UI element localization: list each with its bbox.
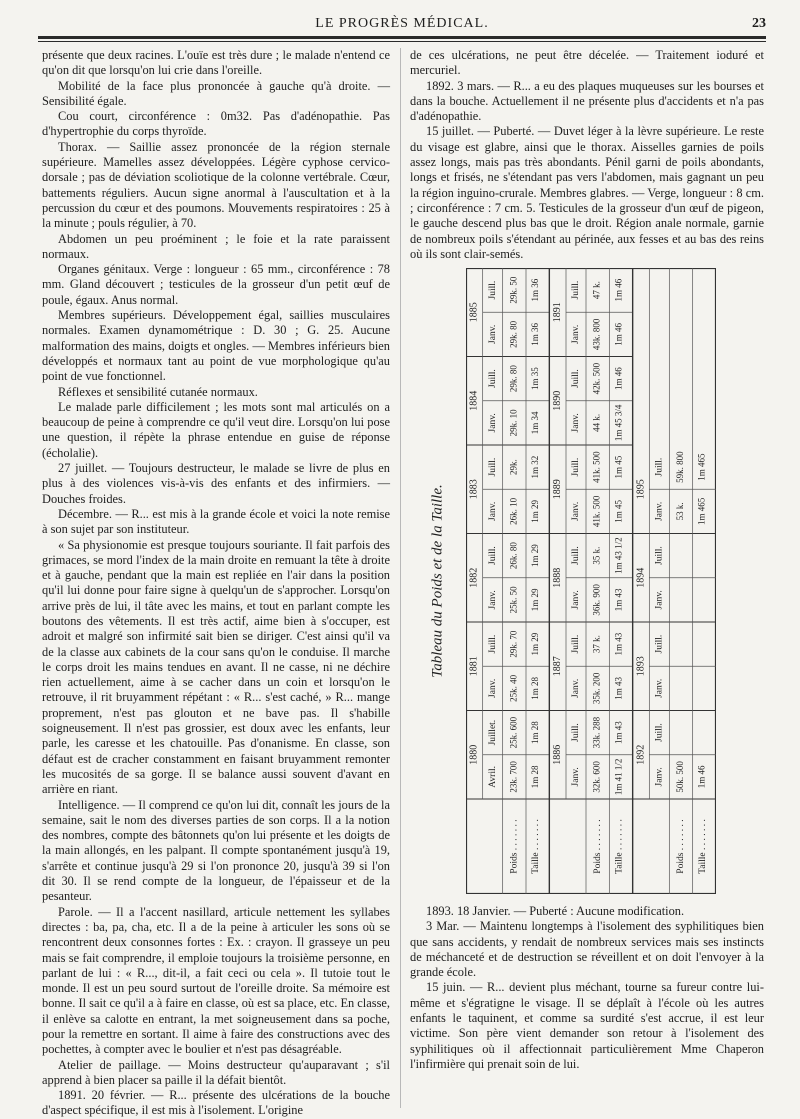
poids-value: 35 k. bbox=[591, 546, 602, 565]
taille-value: 1m 43 bbox=[613, 588, 624, 612]
month-label: Janv. bbox=[654, 501, 665, 521]
row-label-taille: Taille . . . . . . . bbox=[697, 819, 708, 874]
month-label: Janv. bbox=[571, 324, 582, 344]
paragraph: 27 juillet. — Toujours destructeur, le malade se livre de plus en plus à des violences vis-à-vis des enfants et des infirmiers. — Douches froides. bbox=[42, 461, 390, 506]
month-label: Janv. bbox=[487, 324, 498, 344]
month-label: Juillet. bbox=[487, 719, 498, 746]
table-frame bbox=[467, 269, 716, 894]
month-label: Juill. bbox=[487, 546, 498, 565]
taille-value: 1m 45 bbox=[613, 455, 624, 479]
paragraph: Parole. — Il a l'accent nasillard, articule nettement les syllabes directes : ba, pa, cha, etc. Il a de la peine à articuler les sons où se rencontrent deux consonnes fortes : Ex. : crayon. Il grasseye un peu mais se fait comprendre, il emploie toujours la troisième personne, en parlant de lui : « R..., dit-il, a fait ceci ou cela ». Il tutoie tout le monde. Il est un peu sourd surtout de l'oreille droite. Sa mémoire est bonne. Il sait ce qu'il a à faire en classe, où est sa place, etc. En classe, il enlève sa calotte en entrant, la met soigneusement dans sa poche, pour la remettre en sortant. Il aime à faire des constructions avec des pochettes, à compter avec le boulier et n'est pas désagréable. bbox=[42, 904, 390, 1057]
taille-value: 1m 43 bbox=[613, 676, 624, 700]
poids-value: 29k. 70 bbox=[508, 630, 519, 658]
paragraph: présente que deux racines. L'ouïe est très dure ; le malade n'entend ce qu'on dit que lorsqu'on lui crie dans l'oreille. bbox=[42, 48, 390, 78]
year-label: 1884 bbox=[468, 390, 480, 411]
month-label: Janv. bbox=[654, 590, 665, 610]
year-label: 1881 bbox=[468, 656, 480, 677]
month-label: Janv. bbox=[571, 590, 582, 610]
month-label: Juill. bbox=[654, 634, 665, 654]
year-label: 1892 bbox=[635, 744, 647, 765]
year-label: 1888 bbox=[551, 567, 563, 588]
row-label-taille: Taille . . . . . . . bbox=[531, 819, 542, 874]
taille-value: 1m 35 bbox=[530, 367, 541, 391]
row-label-poids: Poids . . . . . . . bbox=[592, 819, 603, 874]
taille-value: 1m 46 bbox=[613, 367, 624, 391]
row-label-poids: Poids . . . . . . . bbox=[676, 819, 687, 874]
taille-value: 1m 46 bbox=[696, 765, 707, 789]
taille-value: 1m 29 bbox=[530, 588, 541, 612]
paragraph: Cou court, circonférence : 0m32. Pas d'adénopathie. Pas d'hypertrophie du corps thyroïde. bbox=[42, 109, 390, 139]
row-label-poids: Poids . . . . . . . bbox=[509, 819, 520, 874]
year-label: 1885 bbox=[468, 302, 480, 323]
paragraph: Membres supérieurs. Développement égal, saillies musculaires normales. Examen dynamométrique : D. 30 ; G. 25. Aucune malformation des mains, doigts et ongles. — Membres inférieurs bien développés et normaux tant au point de vue morphologique qu'au point de vue fonctionnel. bbox=[42, 308, 390, 384]
column-divider bbox=[400, 48, 401, 1108]
paragraph: 1893. 18 Janvier. — Puberté : Aucune modification. bbox=[426, 904, 685, 918]
taille-value: 1m 46 bbox=[613, 322, 624, 346]
paragraph: Organes génitaux. Verge : longueur : 65 mm., circonférence : 78 mm. Gland découvert ; testicules de la grosseur d'un petit œuf de poule, égaux. Anus normal. bbox=[42, 262, 390, 307]
paragraph: Réflexes et sensibilité cutanée normaux. bbox=[58, 384, 258, 399]
poids-value: 29k. 50 bbox=[508, 276, 519, 304]
poids-value: 25k. 40 bbox=[508, 674, 519, 702]
poids-value: 44 k. bbox=[591, 413, 602, 432]
taille-value: 1m 465 bbox=[696, 497, 707, 526]
month-label: Janv. bbox=[654, 678, 665, 698]
paragraph: Atelier de paillage. — Moins destructeur qu'auparavant ; s'il apprend à bien placer sa paille il la défait bientôt. bbox=[42, 1057, 390, 1087]
taille-value: 1m 43 bbox=[613, 632, 624, 656]
poids-value: 25k. 600 bbox=[508, 716, 519, 749]
poids-value: 23k. 700 bbox=[508, 761, 519, 793]
year-label: 1882 bbox=[468, 567, 480, 588]
taille-value: 1m 29 bbox=[530, 499, 541, 523]
month-label: Juill. bbox=[571, 723, 582, 742]
paragraph: Le malade parle difficilement ; les mots sont mal articulés on a beaucoup de peine à comprendre ce qu'il veut dire. Lorsqu'on lui pose une question, il répète la phrase entendue en guise de réponse (écholalie). bbox=[42, 399, 390, 460]
paragraph: 1892. 3 mars. — R... a eu des plaques muqueuses sur les bourses et dans la bouche. Actuellement il ne présente plus d'accidents et n'a pas d'adénopathie. bbox=[410, 78, 764, 124]
poids-value: 37 k. bbox=[591, 635, 602, 654]
paragraph: 1891. 20 février. — R... présente des ulcérations de la bouche d'aspect spécifique, il est mis à l'isolement. L'origine bbox=[42, 1088, 390, 1118]
taille-value: 1m 45 3/4 bbox=[613, 404, 624, 442]
month-label: Juill. bbox=[571, 546, 582, 565]
month-label: Juill. bbox=[654, 546, 665, 565]
month-label: Janv. bbox=[571, 413, 582, 433]
poids-value: 29k. 80 bbox=[508, 320, 519, 348]
table-caption-text: Tableau du Poids et de la Taille. bbox=[429, 484, 446, 678]
taille-value: 1m 28 bbox=[530, 721, 541, 745]
year-label: 1883 bbox=[468, 479, 480, 500]
poids-value: 26k. 10 bbox=[508, 497, 519, 525]
taille-value: 1m 36 bbox=[530, 278, 541, 302]
paragraph: Décembre. — R... est mis à la grande école et voici la note remise à son sujet par son instituteur. bbox=[42, 506, 390, 537]
paragraph: Intelligence. — Il comprend ce qu'on lui dit, connaît les jours de la semaine, sait le nom des diverses parties de son corps. Il a la notion des nombres, compte des bâtonnets qu'on lui présente et les doigts de la main allongés, en les palpant. Il compte spontanément jusqu'à 19, s'arrête et continue jusqu'à 29 si l'on prononce 20, jusqu'à 39 si l'on dit 30. Il se rend compte de la longueur, de l'épaisseur et de la pesanteur. bbox=[42, 797, 390, 904]
poids-value: 43k. 800 bbox=[591, 318, 602, 351]
poids-value: 29k. bbox=[508, 459, 519, 475]
right-column-top bbox=[410, 48, 764, 261]
taille-value: 1m 46 bbox=[613, 278, 624, 302]
paragraph: 15 juillet. — Puberté. — Duvet léger à la lèvre supérieure. Le reste du visage est glabre, ainsi que le thorax. Aisselles garnies de poils assez longs, mais pas très abondants. Pénil garni de poils abondants, longs et frisés, ne s'étendant pas vers l'abdomen, mais gagnant un peu la région inguino-crurale. Membres glabres. — Verge, longueur : 8 cm. ; circonférence : 7 cm. 5. Testicules de la grosseur d'un œuf de pigeon, le gauche descend plus bas que le droit. Région anale normale, garnie de nombreux poils s'étendant au périnée, aux fesses et au bas des reins où ils sont clair-semés. bbox=[410, 124, 764, 261]
taille-value: 1m 28 bbox=[530, 676, 541, 700]
month-label: Juill. bbox=[571, 457, 582, 477]
paragraph: Mobilité de la face plus prononcée à gauche qu'à droite. — Sensibilité égale. bbox=[42, 78, 390, 108]
poids-value: 25k. 50 bbox=[508, 586, 519, 614]
month-label: Janv. bbox=[571, 501, 582, 521]
taille-value: 1m 29 bbox=[530, 632, 541, 656]
taille-value: 1m 28 bbox=[530, 765, 541, 789]
page-number: 23 bbox=[752, 16, 766, 31]
row-label-taille: Taille . . . . . . . bbox=[614, 819, 625, 874]
journal-title: LE PROGRÈS MÉDICAL. bbox=[315, 16, 489, 31]
poids-value: 33k. 288 bbox=[591, 716, 602, 749]
left-column bbox=[42, 48, 390, 1118]
year-label: 1890 bbox=[551, 390, 563, 411]
year-label: 1891 bbox=[551, 302, 563, 323]
taille-value: 1m 36 bbox=[530, 322, 541, 346]
month-label: Juill. bbox=[487, 369, 498, 388]
taille-value: 1m 45 bbox=[613, 499, 624, 523]
month-label: Avril. bbox=[487, 766, 498, 788]
taille-value: 1m 29 bbox=[530, 544, 541, 568]
taille-value: 1m 43 bbox=[613, 721, 624, 745]
year-label: 1889 bbox=[551, 479, 563, 500]
month-label: Juill. bbox=[487, 457, 498, 477]
paragraph: Abdomen un peu proéminent ; le foie et la rate paraissent normaux. bbox=[42, 231, 390, 261]
paragraph: Thorax. — Saillie assez prononcée de la région sternale supérieure. Mamelles assez développées. Légère cyphose cervico-dorsale ; pas de déviation scoliotique de la colonne vertébrale. Cœur, battements réguliers. Aucun signe anormal à l'auscultation et à la percussion du cœur et des poumons. Mouvements respiratoires : 25 à la minute ; pouls régulier, à 70. bbox=[42, 139, 390, 231]
taille-value: 1m 41 1/2 bbox=[613, 758, 624, 796]
header-rule-thick bbox=[38, 36, 766, 39]
month-label: Janv. bbox=[571, 767, 582, 787]
paragraph: de ces ulcérations, ne peut être décelée. — Traitement ioduré et mercuriel. bbox=[410, 48, 764, 78]
paragraph: « Sa physionomie est presque toujours souriante. Il fait parfois des grimaces, se mord l'index de la main droite en remuant la tête à droite et à gauche, pendant que la main est repliée en l'air dans la position qu'il lui donne pour faire signe à quelqu'un de s'approcher. Lorsqu'on arrive près de lui, il tâte avec les mains, et tout en parlant compte les boutons des vêtements. Il est très actif, aime bien à s'occuper, est adroit et malgré son infirmité sait bien se diriger. C'est ainsi qu'il va de la classe aux cabinets de la cour sans qu'on le conduise. Il marche le corps droit les mains tendues en avant. Il ne casse, ni ne déchire rien actuellement, aime à se cacher dans un coin et lorsqu'on le retrouve, il rit bruyamment répétant : « R... s'est caché, » R... mange proprement, n'est pas glouton et ne bave pas. Il s'habille soigneusement. Il n'est pas grossier, est doux avec les enfants, leur parle, les caresse et les chatouille. Pas d'onanisme. En classe, son défaut est de cracher constamment en faisant bruyamment remonter les mucosités de sa gorge. Il se balance aussi souvent d'avant en arrière en riant. bbox=[42, 537, 390, 797]
poids-value: 50k. 500 bbox=[675, 761, 686, 793]
poids-value: 35k. 200 bbox=[591, 672, 602, 705]
poids-value: 53 k. bbox=[675, 502, 686, 521]
paragraph: 3 Mar. — Maintenu longtemps à l'isolement des syphilitiques bien que sans accidents, y rendait de nombreux services mais ses instincts de méchanceté et de destruction se réveillent et on doit l'envoyer à la grande école. bbox=[410, 919, 764, 980]
poids-value: 47 k. bbox=[591, 281, 602, 300]
month-label: Janv. bbox=[571, 678, 582, 698]
poids-value: 32k. 600 bbox=[591, 761, 602, 793]
weight-height-table bbox=[466, 268, 716, 894]
poids-value: 42k. 500 bbox=[591, 362, 602, 395]
year-label: 1886 bbox=[551, 744, 563, 765]
year-label: 1887 bbox=[551, 656, 563, 677]
month-label: Janv. bbox=[487, 413, 498, 433]
poids-value: 29k. 10 bbox=[508, 409, 519, 437]
taille-value: 1m 34 bbox=[530, 411, 541, 435]
month-label: Juill. bbox=[487, 280, 498, 300]
month-label: Janv. bbox=[487, 678, 498, 698]
month-label: Juill. bbox=[487, 634, 498, 654]
table-caption bbox=[416, 268, 460, 894]
month-label: Juill. bbox=[571, 280, 582, 300]
month-label: Juill. bbox=[571, 634, 582, 654]
year-label: 1880 bbox=[468, 744, 480, 765]
poids-value: 41k. 500 bbox=[591, 495, 602, 528]
year-label: 1893 bbox=[635, 656, 647, 677]
page-header bbox=[38, 14, 766, 36]
month-label: Juill. bbox=[571, 369, 582, 388]
right-column-bottom bbox=[410, 904, 764, 1104]
taille-value: 1m 465 bbox=[696, 453, 707, 481]
poids-value: 26k. 80 bbox=[508, 542, 519, 570]
taille-value: 1m 43 1/2 bbox=[613, 537, 624, 574]
year-label: 1894 bbox=[635, 567, 647, 588]
poids-value: 41k. 500 bbox=[591, 451, 602, 483]
month-label: Janv. bbox=[487, 501, 498, 521]
paragraph: 15 juin. — R... devient plus méchant, tourne sa fureur contre lui-même et s'égratigne le visage. Il se déplaît à l'école où les autres enfants le taquinent, et comme sa surdité s'est accrue, il est leur victime. Son père vient demander son retour à l'isolement des syphilitiques où il affectionnait particulièrement Mme Chaperon l'infirmière qui prenait soin de lui. bbox=[410, 980, 764, 1071]
poids-value: 59k. 800 bbox=[675, 451, 686, 483]
month-label: Janv. bbox=[654, 767, 665, 787]
year-label: 1895 bbox=[635, 479, 647, 500]
month-label: Juill. bbox=[654, 457, 665, 477]
table-svg bbox=[466, 268, 716, 894]
poids-value: 29k. 80 bbox=[508, 365, 519, 393]
month-label: Juill. bbox=[654, 723, 665, 742]
header-rule-thin bbox=[38, 41, 766, 42]
poids-value: 36k. 900 bbox=[591, 584, 602, 616]
month-label: Janv. bbox=[487, 590, 498, 610]
taille-value: 1m 32 bbox=[530, 455, 541, 479]
